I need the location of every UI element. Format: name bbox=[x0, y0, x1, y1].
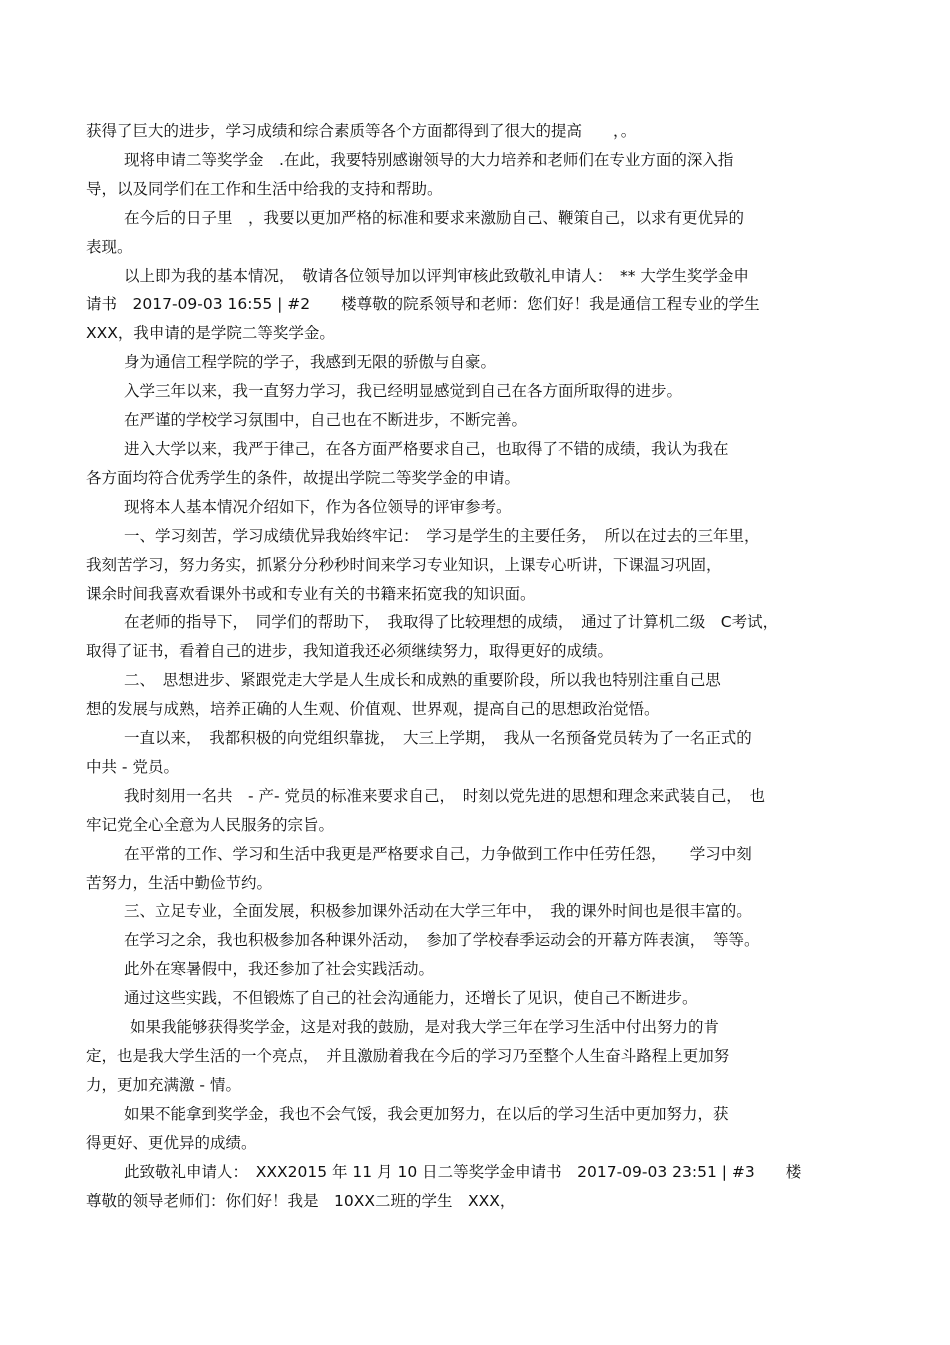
text-line: 在今后的日子里 ，我要以更加严格的标准和要求来激励自己、鞭策自己，以求有更优异的 bbox=[124, 208, 745, 227]
text-line: 入学三年以来，我一直努力学习，我已经明显感觉到自己在各方面所取得的进步。 bbox=[124, 382, 683, 401]
text-line: 现将本人基本情况介绍如下，作为各位领导的评审参考。 bbox=[124, 497, 512, 516]
text-line: 以上即为我的基本情况， 敬请各位领导加以评判审核此致敬礼申请人： ** 大学生奖学金申 bbox=[124, 266, 749, 285]
text-line: 二、 思想进步、紧跟党走大学是人生成长和成熟的重要阶段，所以我也特别注重自己思 bbox=[124, 671, 721, 690]
text-line: 如果不能拿到奖学金，我也不会气馁，我会更加努力，在以后的学习生活中更加努力，获 bbox=[124, 1104, 729, 1123]
text-line: 想的发展与成熟，培养正确的人生观、价值观、世界观，提高自己的思想政治觉悟。 bbox=[86, 700, 660, 719]
text-line: 在老师的指导下， 同学们的帮助下， 我取得了比较理想的成绩， 通过了计算机二级 C考试， bbox=[124, 613, 779, 632]
text-line: 取得了证书，看着自己的进步，我知道我还必须继续努力，取得更好的成绩。 bbox=[86, 642, 614, 661]
document-body bbox=[86, 117, 876, 1215]
text-line: 牢记党全心全意为人民服务的宗旨。 bbox=[86, 815, 335, 834]
text-line: 获得了巨大的进步，学习成绩和综合素质等各个方面都得到了很大的提高 ，。 bbox=[86, 122, 637, 140]
text-line: 表现。 bbox=[86, 237, 133, 256]
text-line: 中共 - 党员。 bbox=[86, 757, 179, 776]
text-line: 身为通信工程学院的学子，我感到无限的骄傲与自豪。 bbox=[124, 353, 497, 372]
text-line: 在严谨的学校学习氛围中，自己也在不断进步，不断完善。 bbox=[124, 411, 528, 430]
text-line: 得更好、更优异的成绩。 bbox=[86, 1133, 257, 1152]
text-line: 导，以及同学们在工作和生活中给我的支持和帮助。 bbox=[86, 179, 443, 198]
text-line: 课余时间我喜欢看课外书或和专业有关的书籍来拓宽我的知识面。 bbox=[86, 584, 536, 603]
text-line: 一直以来， 我都积极的向党组织靠拢， 大三上学期， 我从一名预备党员转为了一名正式的 bbox=[124, 729, 752, 748]
text-line: 我时刻用一名共 - 产- 党员的标准来要求自己， 时刻以党先进的思想和理念来武装自己， 也 bbox=[124, 786, 766, 805]
text-line: 在平常的工作、学习和生活中我更是严格要求自己，力争做到工作中任劳任怨， 学习中刻 bbox=[124, 844, 752, 863]
text-line: 力，更加充满激 - 情。 bbox=[86, 1075, 241, 1094]
text-line: 各方面均符合优秀学生的条件，故提出学院二等奖学金的申请。 bbox=[86, 468, 521, 487]
text-line: 我刻苦学习，努力务实，抓紧分分秒秒时间来学习专业知识，上课专心听讲，下课温习巩固， bbox=[86, 555, 722, 574]
text-line: 现将申请二等奖学金 .在此，我要特别感谢领导的大力培养和老师们在专业方面的深入指 bbox=[124, 150, 734, 169]
text-line: 尊敬的领导老师们：你们好！我是 10XX二班的学生 XXX， bbox=[86, 1191, 516, 1210]
text-line: 此致敬礼申请人： XXX2015 年 11 月 10 日二等奖学金申请书 2017-09-03 23:51 | #3 楼 bbox=[124, 1162, 802, 1181]
text-line: 苦努力，生活中勤俭节约。 bbox=[86, 873, 273, 892]
text-line: 通过这些实践，不但锻炼了自己的社会沟通能力，还增长了见识，使自己不断进步。 bbox=[124, 989, 698, 1008]
text-line: 在学习之余，我也积极参加各种课外活动， 参加了学校春季运动会的开幕方阵表演， 等等。 bbox=[124, 931, 760, 950]
text-line: 定，也是我大学生活的一个亮点， 并且激励着我在今后的学习乃至整个人生奋斗路程上更加努 bbox=[86, 1047, 730, 1065]
text-line: XXX，我申请的是学院二等奖学金。 bbox=[86, 324, 335, 343]
text-line: 请书 2017-09-03 16:55 | #2 楼尊敬的院系领导和老师：您们好！我是通信工程专业的学生 bbox=[86, 295, 760, 314]
text-line: 三、立足专业，全面发展，积极参加课外活动在大学三年中， 我的课外时间也是很丰富的。 bbox=[124, 902, 752, 921]
text-line: 此外在寒暑假中，我还参加了社会实践活动。 bbox=[124, 960, 435, 979]
text-line: 进入大学以来，我严于律己，在各方面严格要求自己，也取得了不错的成绩，我认为我在 bbox=[124, 439, 729, 458]
text-line: 一、学习刻苦，学习成绩优异我始终牢记： 学习是学生的主要任务， 所以在过去的三年里， bbox=[124, 526, 760, 545]
text-line: 如果我能够获得奖学金，这是对我的鼓励，是对我大学三年在学习生活中付出努力的肯 bbox=[130, 1018, 720, 1037]
